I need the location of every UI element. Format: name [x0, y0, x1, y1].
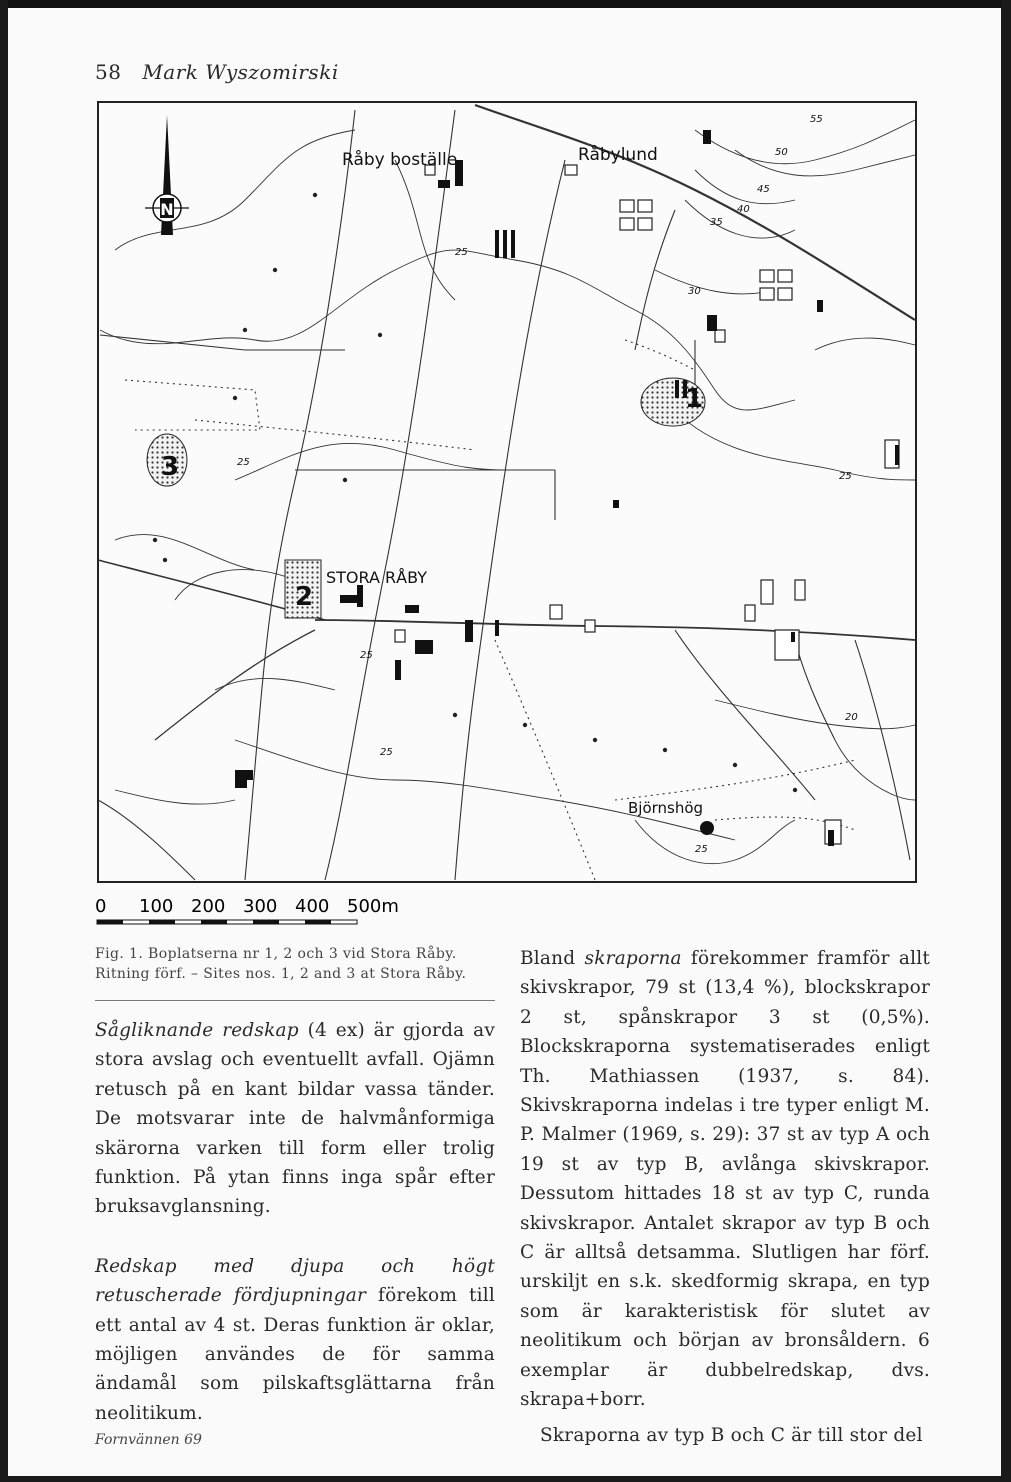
contour-label: 25 — [380, 747, 393, 758]
scale-label: 300 — [243, 896, 278, 917]
scan-border-bottom — [0, 1476, 1011, 1482]
paragraph-text: (4 ex) är gjorda av stora avslag och eventuellt avfall. Ojämn retusch på en kant bildar vassa tänder. De motsvarar inte de halvmånformiga skärorna varken till form eller trolig funktion. På ytan finns inga spår efter bruksavglansning. — [95, 1020, 495, 1218]
caption-divider — [95, 1000, 495, 1001]
label-raby-bostalle: Råby boställe — [342, 150, 458, 170]
scale-label: 0 — [95, 896, 107, 917]
term-skraporna: skraporna — [584, 948, 682, 969]
paragraph-scrapers — [520, 944, 930, 1415]
contour-label: 30 — [688, 286, 701, 297]
contour-label: 45 — [757, 184, 770, 195]
site-number-3: 3 — [161, 452, 180, 482]
running-header — [95, 60, 339, 84]
site-number-1: 1 — [685, 384, 704, 414]
label-stora-raby: STORA RÅBY — [326, 568, 427, 587]
contour-label: 55 — [810, 114, 823, 125]
scale-bar — [95, 896, 399, 924]
left-column — [95, 1016, 495, 1428]
north-label: N — [160, 200, 174, 219]
paragraph-text: Bland — [520, 948, 585, 969]
paragraph-scrapers-cont: Skraporna av typ B och C är till stor del — [540, 1424, 923, 1446]
author-name: Mark Wyszomirski — [142, 60, 339, 84]
site-map — [95, 100, 930, 930]
paragraph-text: förekom till ett antal av 4 st. Deras funktion är oklar, möjligen användes de för samma ändamål som pilskaftsglättarna från neolitikum. — [95, 1285, 496, 1424]
journal-footer: Fornvännen 69 — [95, 1432, 202, 1448]
scale-label: 100 — [139, 896, 174, 917]
scale-label: 200 — [191, 896, 226, 917]
page-number: 58 — [95, 60, 122, 84]
figure-caption: Fig. 1. Boplatserna nr 1, 2 och 3 vid Stora Råby. Ritning förf. – Sites nos. 1, 2 and 3 at Stora Råby. — [95, 946, 467, 982]
scan-border-top — [0, 0, 1011, 8]
site-number-2: 2 — [295, 582, 314, 612]
contour-label: 25 — [455, 247, 468, 258]
map-frame — [98, 102, 916, 882]
scale-label: 500m — [347, 896, 399, 917]
right-column — [520, 944, 930, 1450]
paragraph-notched-tools — [95, 1252, 495, 1428]
label-bjornshog: Björnshög — [628, 799, 704, 817]
contour-label: 20 — [845, 712, 858, 723]
contour-label: 50 — [775, 147, 788, 158]
scan-border-right — [1001, 0, 1011, 1482]
scan-border-left — [0, 0, 8, 1482]
term-sagliknande-redskap: Sågliknande redskap — [95, 1020, 299, 1041]
paragraph-text: förekommer framför allt skivskrapor, 79 st (13,4 %), blockskrapor 2 st, spånskrapor 3 st (0,5%). Blockskraporna systematiserades enligt Th. Mathiassen (1937, s. 84). Skivskraporna indelas i tre typer enligt M. P. Malmer (1969, s. 29): 37 st av typ A och 19 st av typ B, avlånga skivskrapor. Dessutom hittades 18 st av typ C, runda skivskrapor. Antalet skrapor av typ B och C är alltså detsamma. Slutligen har förf. urskiljt en s.k. skedformig skrapa, en typ som är karakteristisk för slutet av neolitikum och början av bronsåldern. 6 exemplar är dubbelredskap, dvs. skrapa+borr. — [520, 948, 930, 1411]
contour-label: 25 — [360, 650, 373, 661]
paragraph-sawlike-tools — [95, 1016, 495, 1222]
label-rabylund: Råbylund — [578, 145, 658, 165]
bjornshog-mound — [700, 821, 714, 835]
scale-label: 400 — [295, 896, 330, 917]
contour-label: 40 — [737, 204, 750, 215]
contour-label: 25 — [695, 844, 708, 855]
term-redskap-med-djupa: Redskap med djupa och högt retuscherade fördjupningar — [95, 1255, 495, 1307]
contour-label: 25 — [839, 471, 852, 482]
contour-label: 25 — [237, 457, 250, 468]
contour-label: 35 — [710, 217, 723, 228]
